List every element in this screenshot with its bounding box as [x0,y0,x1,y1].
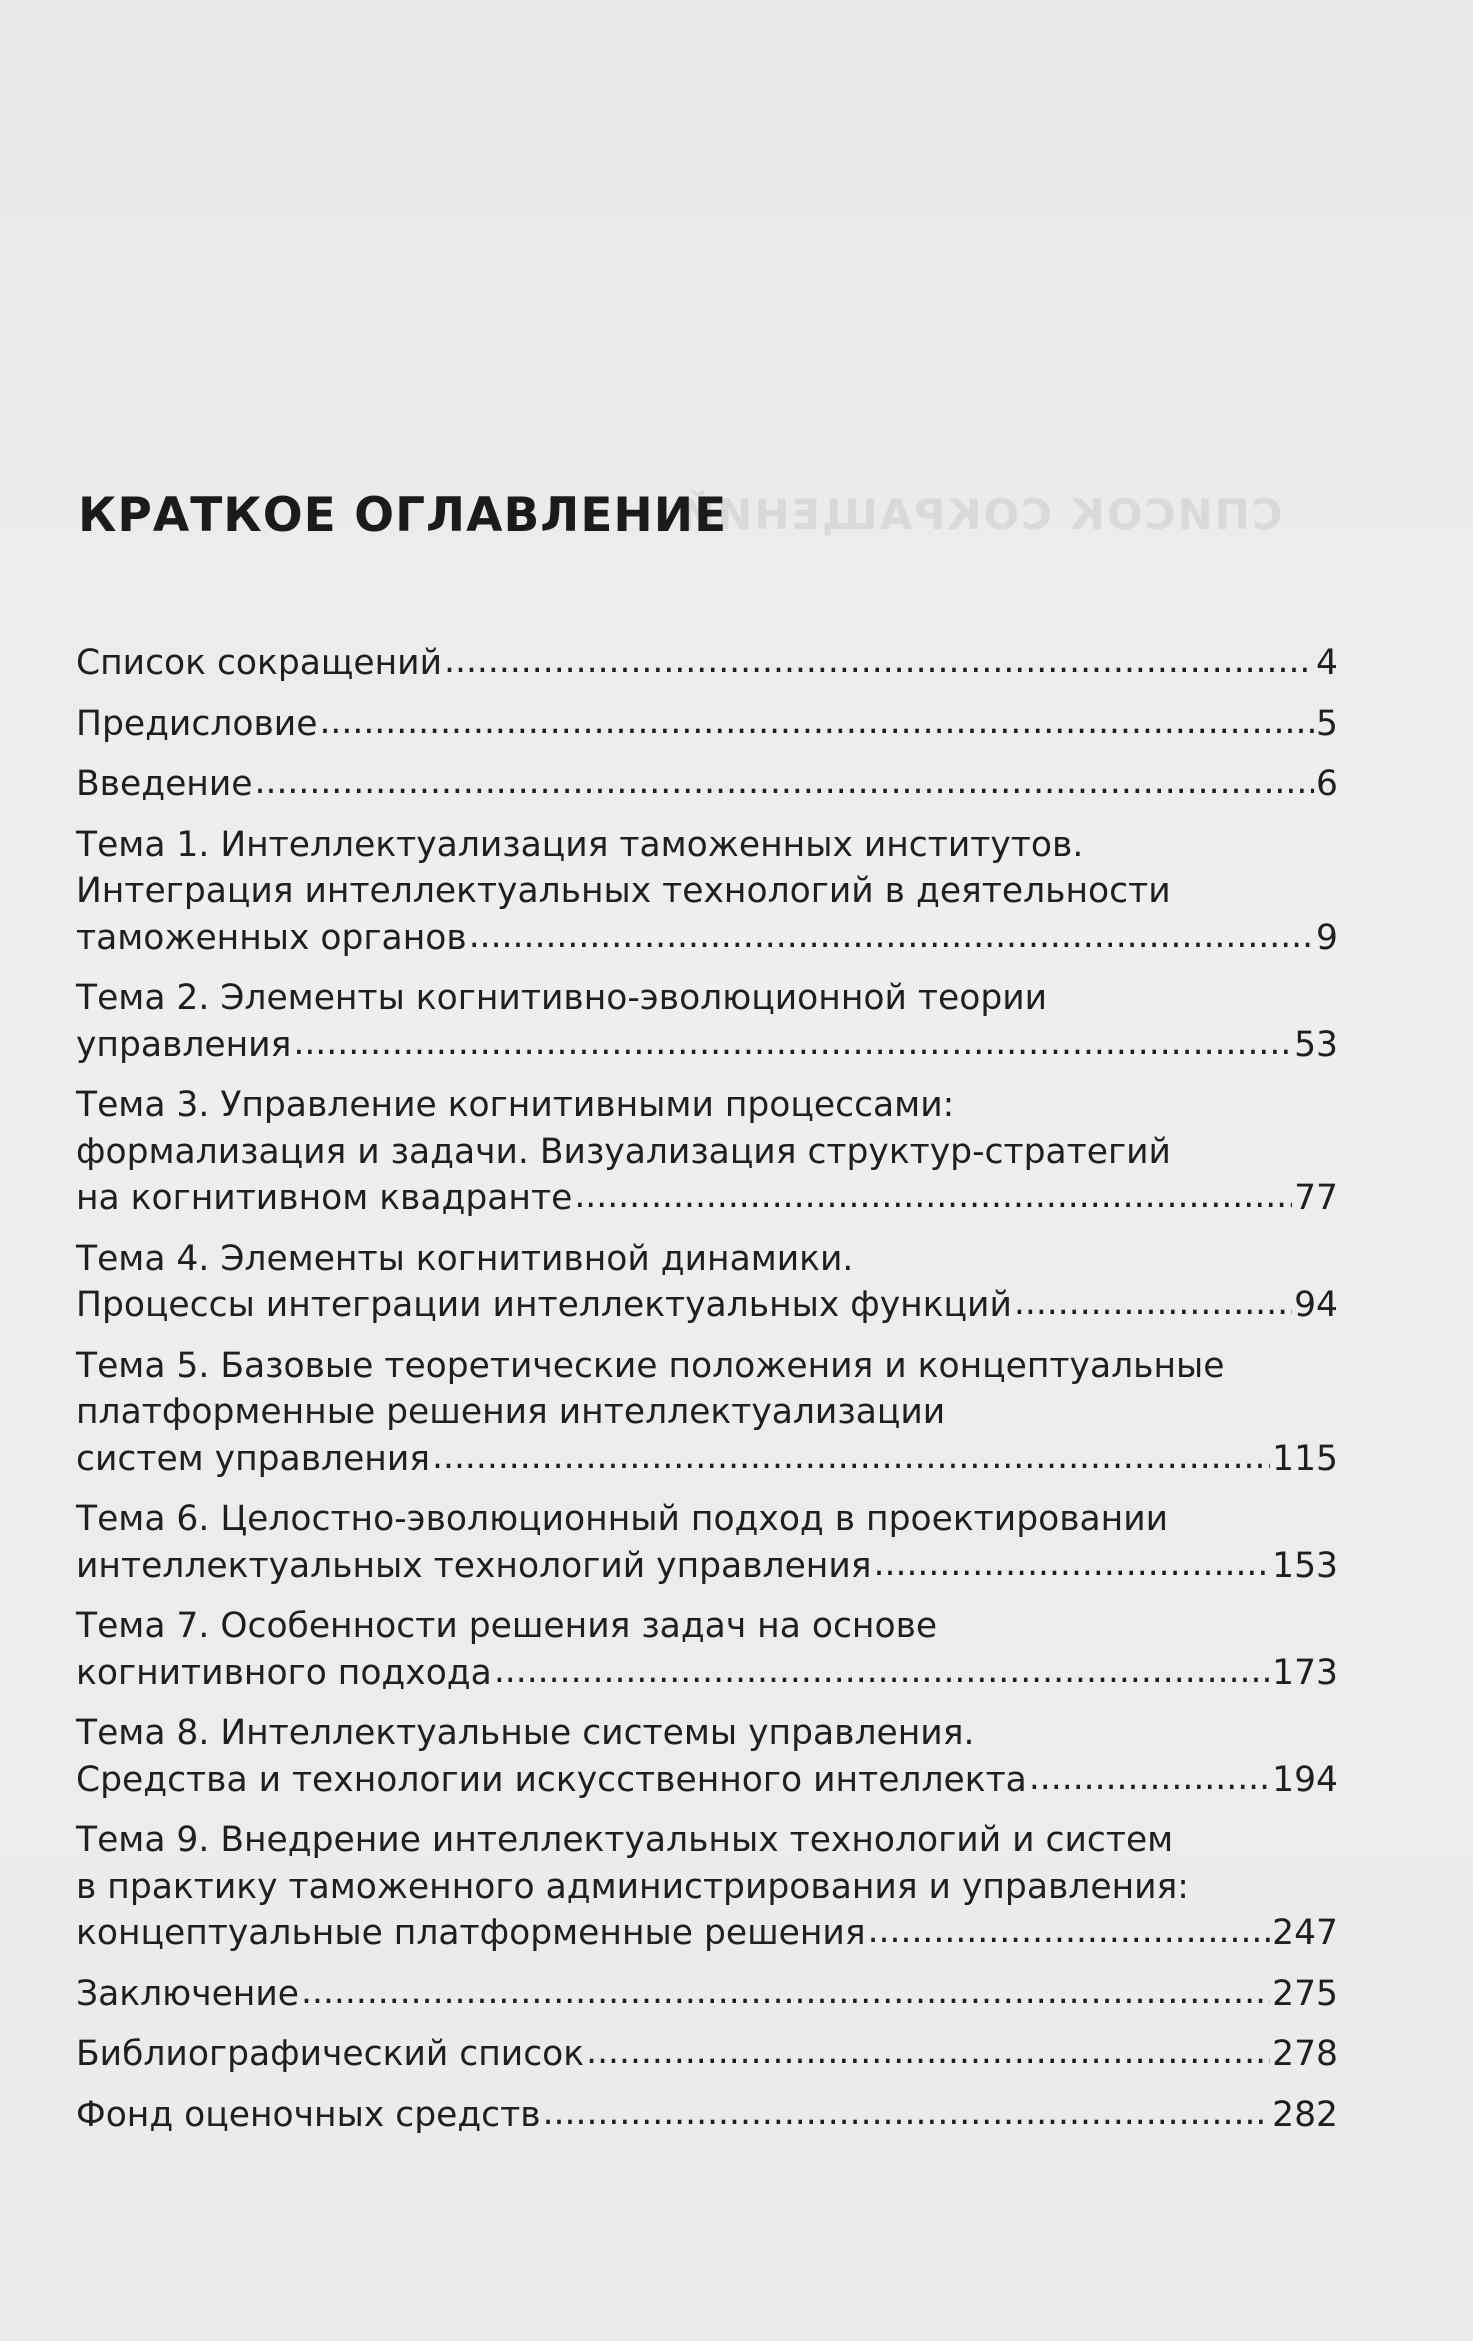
toc-entry-title: Список сокращений [76,643,443,683]
toc-entry [76,822,1338,962]
dot-leader [574,1173,1292,1220]
page-title: КРАТКОЕ ОГЛАВЛЕНИЕ [78,488,728,543]
page-number: 247 [1272,1913,1338,1953]
dot-leader [432,1434,1270,1481]
toc-entry-title-row [76,640,1338,687]
toc-entry-title-row [76,1910,1338,1957]
toc-entry-title: интеллектуальных технологий управления [76,1545,872,1586]
toc-entry-title: Фонд оценочных средств [76,2094,541,2135]
toc-entry-title-row [76,701,1338,748]
toc-entry-title-row [76,1282,1338,1329]
toc-entry-title: Предисловие [76,703,318,744]
toc-entry [76,1817,1338,1957]
page-number: 94 [1294,1285,1338,1325]
toc-entry-title-row [76,1436,1338,1483]
toc-entry-line: Тема 3. Управление когнитивными процессами: [76,1085,955,1125]
toc-entry [76,1603,1338,1696]
toc-entry [76,1343,1338,1483]
toc-entry-title: концептуальные платформенные решения [76,1913,866,1953]
dot-leader [444,638,1314,685]
toc-entry [76,701,1338,748]
toc-entry [76,1236,1338,1329]
toc-entry-title-row [76,1971,1338,2018]
toc-entry-line: Тема 1. Интеллектуализация таможенных институтов. [76,824,1084,865]
toc-entry [76,2031,1338,2078]
toc-entry [76,1082,1338,1222]
page-number: 194 [1272,1759,1338,1800]
dot-leader [494,1648,1270,1695]
toc-entry-line: в практику таможенного администрирования и управления: [76,1866,1189,1907]
toc-entry [76,975,1338,1068]
toc-entry-line: Тема 8. Интеллектуальные системы управления. [76,1713,975,1753]
toc-entry-title-row [76,915,1338,962]
page-number: 282 [1272,2094,1338,2135]
toc-entry [76,1710,1338,1803]
toc-entry-title: Библиографический список [76,2034,585,2074]
dot-leader [319,699,1314,746]
toc-entry-line: формализация и задачи. Визуализация структур-стратегий [76,1131,1171,1172]
page-number: 9 [1316,917,1338,958]
toc-entry-title-row [76,1543,1338,1590]
dot-leader [586,2029,1270,2076]
dot-leader [469,913,1314,960]
page-number: 4 [1316,643,1338,683]
toc-entry-title-row [76,1175,1338,1222]
toc-entry-line: Тема 7. Особенности решения задач на основе [76,1606,938,1646]
toc-entry-line: Тема 2. Элементы когнитивно-эволюционной теории [76,978,1048,1018]
page-number: 173 [1272,1652,1338,1693]
table-of-contents [76,640,1338,2152]
toc-entry [76,1971,1338,2018]
toc-entry-title: таможенных органов [76,917,467,958]
page-number: 5 [1316,703,1338,744]
toc-entry-line: платформенные решения интеллектуализации [76,1392,946,1432]
dot-leader [1014,1280,1292,1327]
page-number: 115 [1272,1438,1338,1479]
dot-leader [301,1969,1270,2016]
toc-entry-title: Введение [76,764,253,804]
toc-entry-line: Тема 6. Целостно-эволюционный подход в проектировании [76,1499,1169,1539]
toc-entry-title: на когнитивном квадранте [76,1178,573,1218]
toc-entry-line: Тема 5. Базовые теоретические положения и концептуальные [76,1345,1225,1386]
page-number: 6 [1316,764,1338,804]
toc-entry-title: когнитивного подхода [76,1652,492,1693]
page-number: 275 [1272,1973,1338,2014]
toc-entry-line: Тема 9. Внедрение интеллектуальных технологий и систем [76,1820,1174,1860]
toc-entry-line: Тема 4. Элементы когнитивной динамики. [76,1238,854,1279]
toc-entry-title: управления [76,1024,292,1065]
page-number: 153 [1272,1545,1338,1586]
page-number: 278 [1272,2034,1338,2074]
dot-leader [255,759,1315,806]
page-number: 77 [1294,1178,1338,1218]
dot-leader [874,1541,1271,1588]
toc-entry-title-row [76,1022,1338,1069]
toc-entry-title: систем управления [76,1438,431,1479]
bleed-through-heading: СПИСОК СОКРАЩЕНИЙ [678,490,1283,539]
toc-entry-title-row [76,2031,1338,2078]
toc-entry-title-row [76,2092,1338,2139]
toc-entry-title-row [76,1650,1338,1697]
toc-entry [76,761,1338,808]
toc-entry-title: Заключение [76,1973,300,2014]
toc-entry-title-row [76,761,1338,808]
dot-leader [1029,1755,1270,1802]
dot-leader [293,1020,1292,1067]
toc-entry [76,2092,1338,2139]
toc-entry-title: Процессы интеграции интеллектуальных функций [76,1285,1012,1325]
toc-entry-title-row [76,1757,1338,1804]
dot-leader [868,1908,1271,1955]
toc-entry-line: Интеграция интеллектуальных технологий в деятельности [76,871,1171,911]
dot-leader [543,2090,1271,2137]
toc-entry-title: Средства и технологии искусственного интеллекта [76,1759,1027,1800]
page-number: 53 [1294,1024,1338,1065]
toc-entry [76,640,1338,687]
toc-entry [76,1496,1338,1589]
